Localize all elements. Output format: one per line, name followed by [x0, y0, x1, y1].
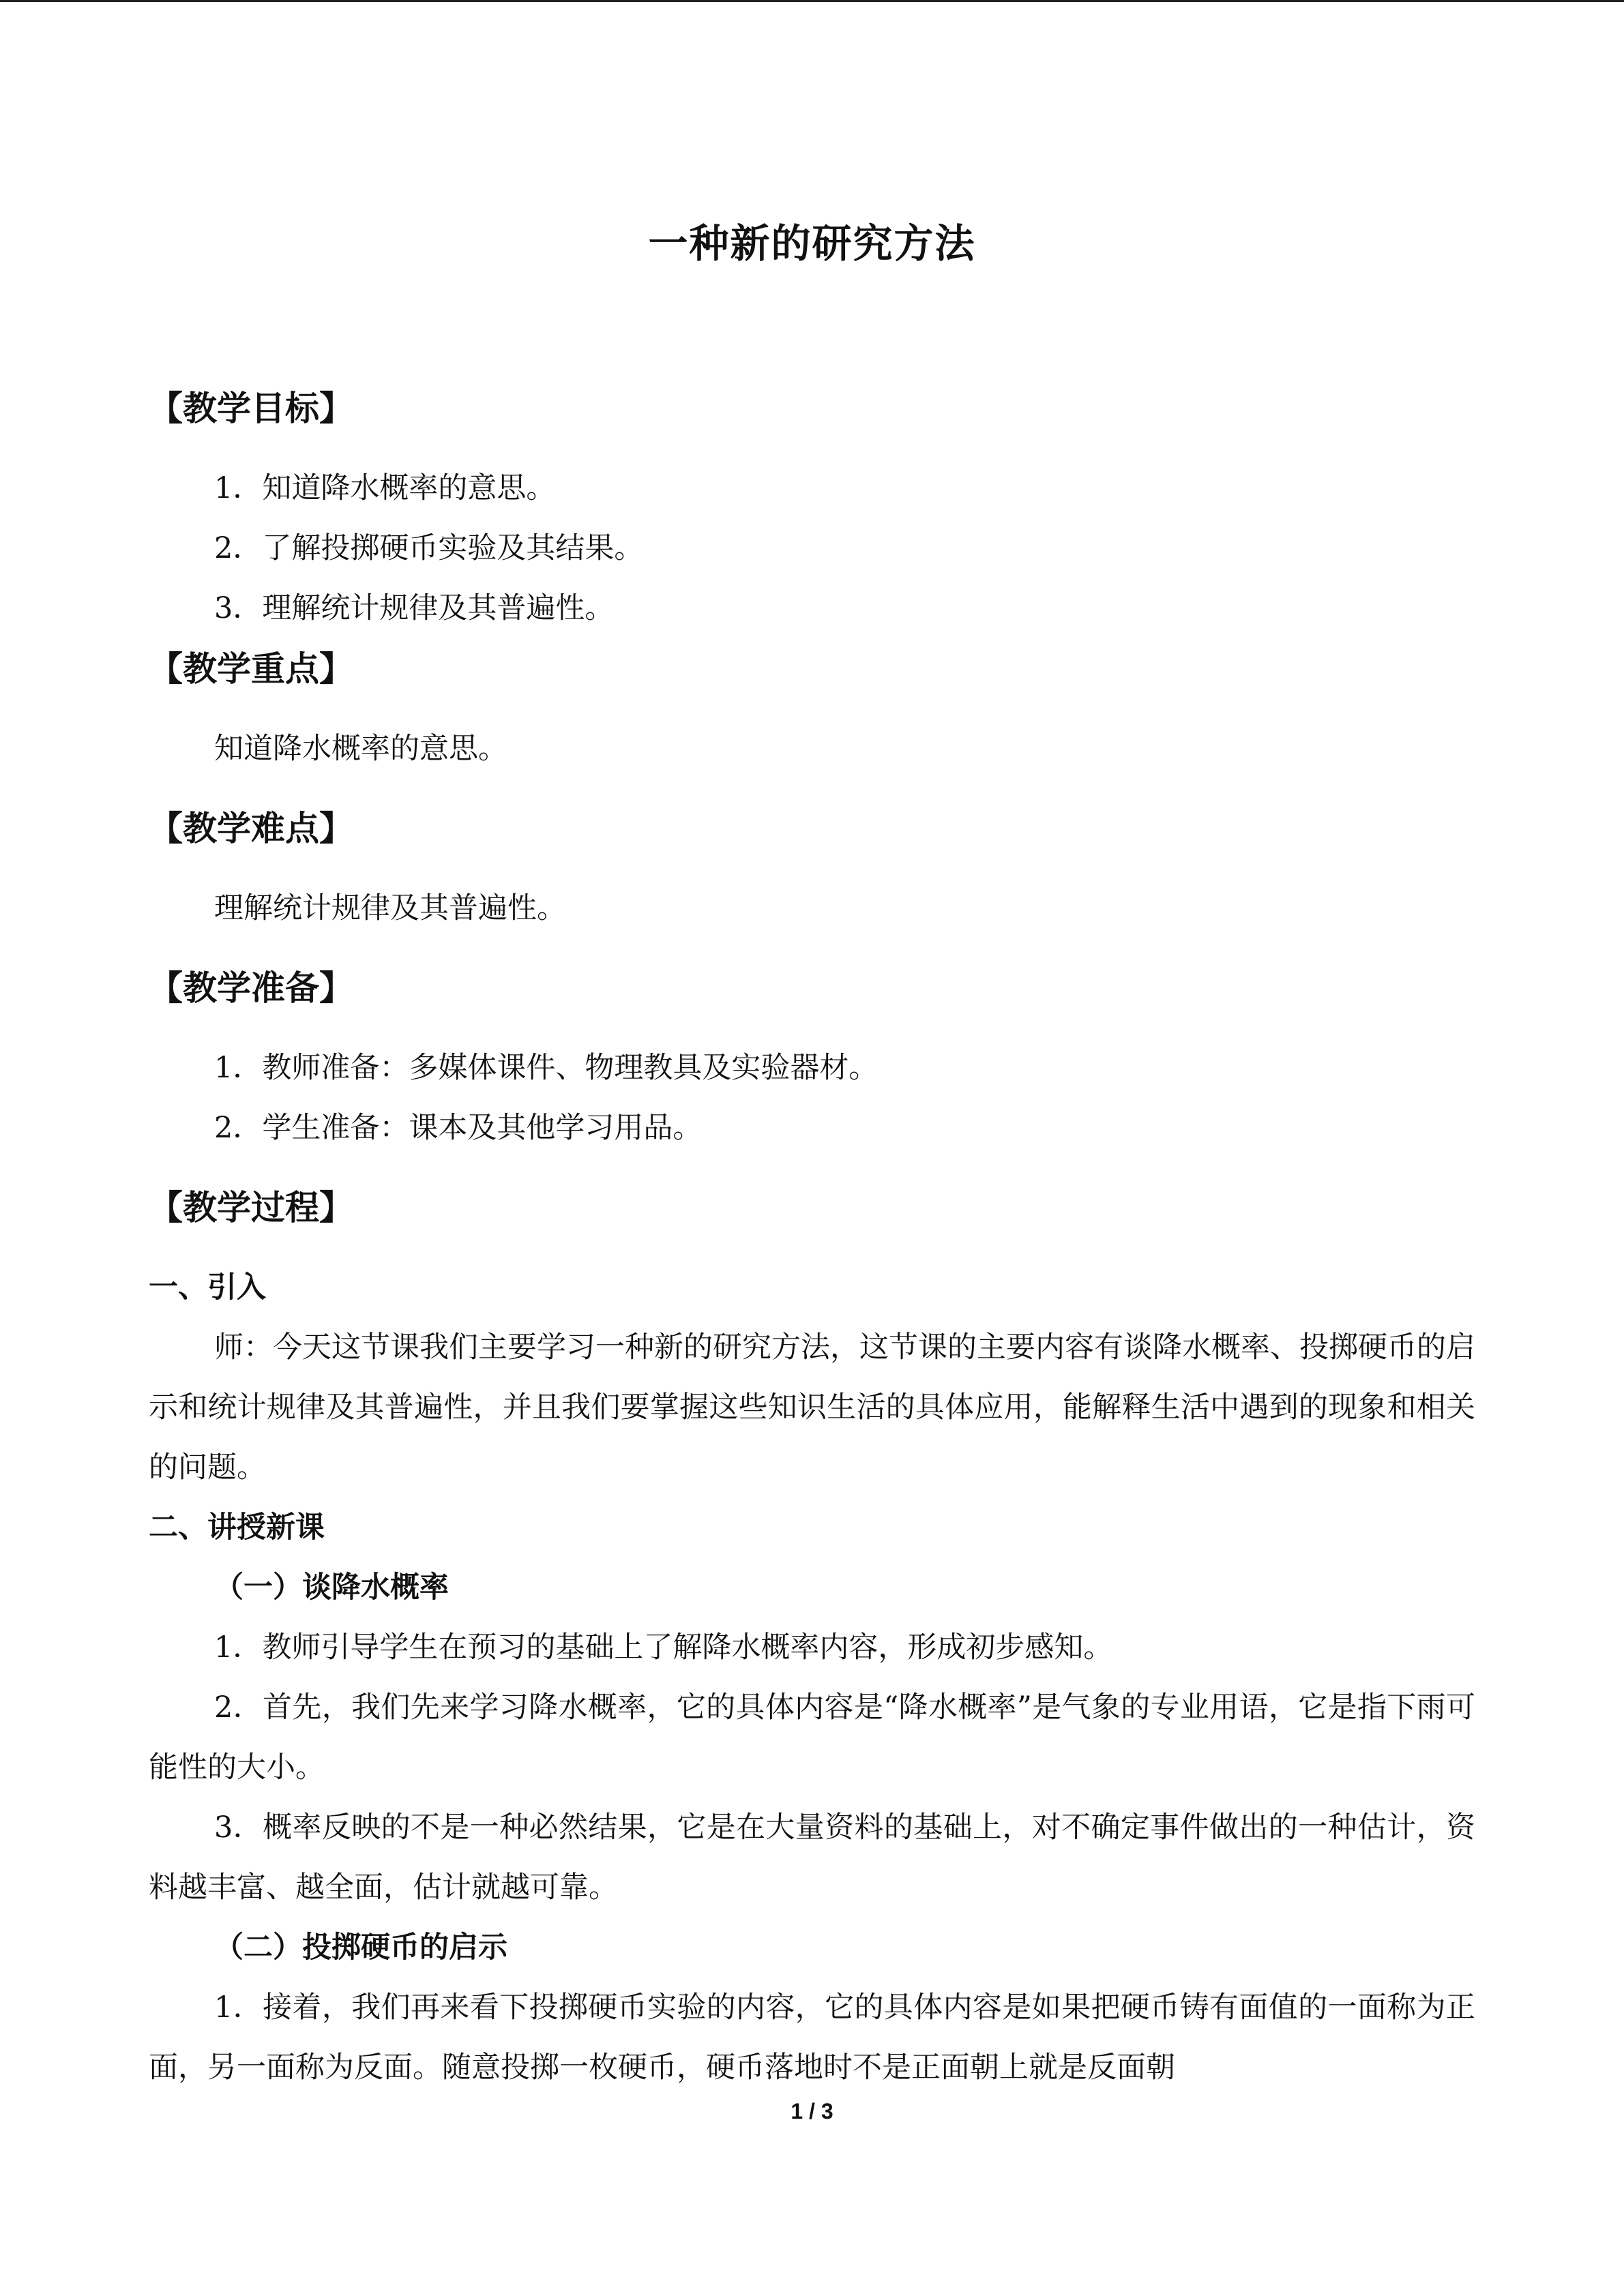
part2-heading: （二）投掷硬币的启示 [214, 1930, 507, 1965]
part1-paragraph: 3．概率反映的不是一种必然结果，它是在大量资料的基础上，对不确定事件做出的一种估计，资料越丰富、越全面，估计就越可靠。 [149, 1810, 1475, 1905]
document-body [149, 191, 1475, 2098]
intro-paragraph: 师：今天这节课我们主要学习一种新的研究方法，这节课的主要内容有谈降水概率、投掷硬币的启示和统计规律及其普遍性，并且我们要掌握这些知识生活的具体应用，能解释生活中遇到的现象和相关的问题。 [149, 1330, 1475, 1485]
part1-paragraph: 2．首先，我们先来学习降水概率，它的具体内容是“降水概率”是气象的专业用语，它是指下雨可能性的大小。 [149, 1690, 1475, 1785]
document-title: 一种新的研究方法 [648, 220, 976, 267]
preparation-item: 1．教师准备：多媒体课件、物理教具及实验器材。 [214, 1051, 879, 1085]
difficulty-text: 理解统计规律及其普遍性。 [214, 891, 566, 925]
section-heading-process: 【教学过程】 [149, 1188, 353, 1227]
objective-item: 3．理解统计规律及其普遍性。 [214, 591, 615, 625]
key-point-text: 知道降水概率的意思。 [214, 732, 507, 766]
intro-heading: 一、引入 [149, 1270, 266, 1304]
objective-item: 2．了解投掷硬币实验及其结果。 [214, 531, 644, 565]
part1-heading: （一）谈降水概率 [214, 1570, 449, 1605]
section-heading-preparation: 【教学准备】 [149, 968, 353, 1008]
part1-paragraph: 1．教师引导学生在预习的基础上了解降水概率内容，形成初步感知。 [214, 1630, 1113, 1665]
top-border [0, 0, 1624, 2]
preparation-item: 2．学生准备：课本及其他学习用品。 [214, 1111, 703, 1145]
section-heading-difficulty: 【教学难点】 [149, 809, 353, 848]
objective-item: 1．知道降水概率的意思。 [214, 471, 556, 505]
part2-paragraph: 1．接着，我们再来看下投掷硬币实验的内容，它的具体内容是如果把硬币铸有面值的一面称为正面，另一面称为反面。随意投掷一枚硬币，硬币落地时不是正面朝上就是反面朝 [149, 1991, 1475, 2085]
page-number: 1 / 3 [791, 2099, 833, 2123]
new-lesson-heading: 二、讲授新课 [149, 1510, 325, 1545]
section-heading-key-point: 【教学重点】 [149, 649, 353, 689]
section-heading-objectives: 【教学目标】 [149, 389, 353, 428]
